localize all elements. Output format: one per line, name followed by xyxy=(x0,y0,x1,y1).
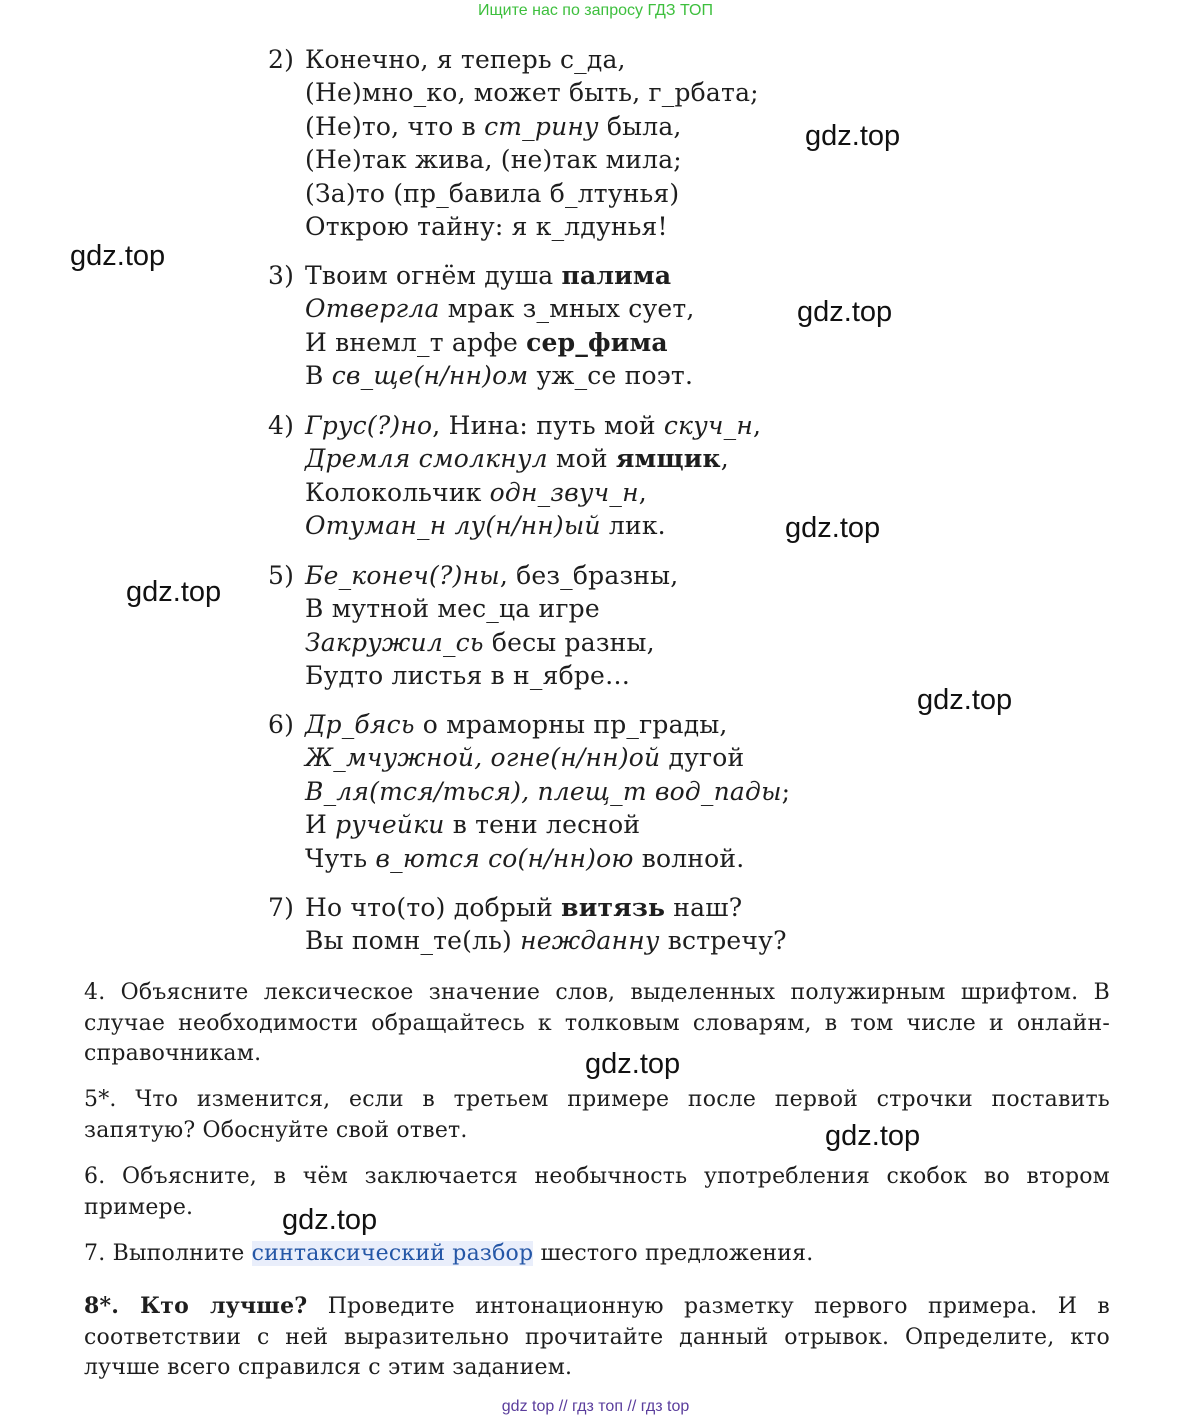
italic-word: Грус(?)но xyxy=(305,411,433,440)
example-number: 4) xyxy=(268,411,295,440)
line-text: , xyxy=(753,411,762,440)
line-text: (Не)так жива, (не)так мила; xyxy=(305,145,682,175)
poem-line xyxy=(268,476,908,509)
task-5: 5*. Что изменится, если в третьем примере после первой строчки поставить запятую? Обоснуйте свой ответ. xyxy=(84,1087,1110,1143)
italic-word: ручейки xyxy=(335,810,445,840)
task-6: 6. Объясните, в чём заключается необычность употребления скобок во втором примере. xyxy=(84,1164,1110,1220)
bold-word: сер_фима xyxy=(526,327,668,357)
italic-word: Др_бясь xyxy=(305,710,415,739)
top-banner[interactable]: Ищите нас по запросу ГДЗ ТОП xyxy=(478,2,713,19)
poem-line xyxy=(268,708,908,741)
line-text: мой xyxy=(547,444,616,474)
italic-word: Дремля смолкнул xyxy=(305,444,548,474)
task-7-text-start: 7. Выполните xyxy=(84,1241,252,1266)
italic-word: В_ля(тся/ться), плещ_т вод_пады xyxy=(305,776,782,806)
watermark: gdz.top xyxy=(805,120,901,152)
line-text: волной. xyxy=(633,843,745,873)
line-text: Колокольчик xyxy=(305,477,490,507)
italic-word: Закружил_сь xyxy=(305,627,484,657)
poem-line xyxy=(268,442,908,475)
task-4: 4. Объясните лексическое значение слов, выделенных полужирным шрифтом. В случае необходимости обращайтесь к толковым словарям, в том числе и онлайн-справочникам. xyxy=(84,980,1110,1066)
italic-word: скуч_н xyxy=(663,411,754,440)
poem-line xyxy=(268,259,908,292)
watermark: gdz.top xyxy=(917,684,1013,716)
poem-line xyxy=(268,775,908,808)
line-text: ; xyxy=(781,776,791,806)
line-text: , xyxy=(720,444,729,474)
watermark: gdz.top xyxy=(825,1120,921,1152)
example-number: 5) xyxy=(268,561,295,590)
line-text: В xyxy=(305,361,332,391)
watermark: gdz.top xyxy=(585,1048,681,1080)
example-number: 3) xyxy=(268,261,295,290)
bold-word: палима xyxy=(561,261,672,290)
task-8-heading: Кто лучше? xyxy=(140,1293,308,1319)
watermark: gdz.top xyxy=(785,512,881,544)
line-text: Вы помн_те(ль) xyxy=(305,926,521,956)
task-7-text-end: шестого предложения. xyxy=(533,1241,814,1266)
poem-line xyxy=(268,210,908,243)
line-text: Но что(то) добрый xyxy=(305,893,562,922)
italic-word: Ж_мчужной, огне(н/нн)ой xyxy=(305,743,661,773)
poem-line xyxy=(268,592,908,625)
line-text: Чуть xyxy=(305,843,376,873)
poem-line xyxy=(268,842,908,875)
poem-line xyxy=(268,43,908,76)
italic-word: ст_рину xyxy=(484,111,599,141)
poem-line xyxy=(268,924,908,957)
watermark: gdz.top xyxy=(282,1204,378,1236)
task-8-text: Проведите интонационную разметку первого примера. И в соответствии с ней выразительно прочитайте данный отрывок. Определите, кто лучше всего справился с этим заданием. xyxy=(84,1294,1110,1380)
italic-word: одн_звуч_н xyxy=(489,477,639,507)
footer-links[interactable]: gdz top // гдз топ // гдз top xyxy=(501,1398,690,1415)
example-6 xyxy=(268,708,908,875)
line-text: в тени лесной xyxy=(444,810,641,840)
poem-line xyxy=(268,326,908,359)
poem-line xyxy=(268,891,908,924)
line-text: , без_бразны, xyxy=(499,561,679,590)
line-text: В мутной мес_ца игре xyxy=(305,594,600,624)
task-7 xyxy=(84,1239,1110,1270)
line-text: И xyxy=(305,810,336,840)
italic-word: Отуман_н лу(н/нн)ый xyxy=(305,511,601,541)
line-text: Будто листья в н_ябре… xyxy=(305,661,631,691)
task-8 xyxy=(84,1291,1110,1384)
line-text: И внемл_т арфе xyxy=(305,327,527,357)
poem-line xyxy=(268,559,908,592)
poem-line xyxy=(268,808,908,841)
line-text: дугой xyxy=(660,743,745,773)
line-text: (Не)мно_ко, может быть, г_рбата; xyxy=(305,78,759,108)
poem-line xyxy=(268,409,908,442)
line-text: , xyxy=(638,477,647,507)
example-number: 2) xyxy=(268,45,295,74)
line-text: наш? xyxy=(665,893,743,922)
watermark: gdz.top xyxy=(797,296,893,328)
line-text: встречу? xyxy=(659,926,787,956)
watermark: gdz.top xyxy=(70,240,166,272)
poem-line xyxy=(268,359,908,392)
italic-word: нежданну xyxy=(520,926,660,956)
example-number: 6) xyxy=(268,710,295,739)
line-text: была, xyxy=(598,111,682,141)
line-text: (За)то (пр_бавила б_лтунья) xyxy=(305,178,680,208)
italic-word: в_ются со(н/нн)ою xyxy=(375,843,634,873)
poem-line xyxy=(268,177,908,210)
line-text: Открою тайну: я к_лдунья! xyxy=(305,212,668,242)
line-text: мрак з_мных сует, xyxy=(439,294,695,324)
example-5 xyxy=(268,559,908,693)
italic-word: Бе_конеч(?)ны xyxy=(305,561,500,590)
poem-line xyxy=(268,626,908,659)
line-text: уж_се поэт. xyxy=(528,361,694,391)
line-text: лик. xyxy=(600,511,666,541)
line-text: (Не)то, что в xyxy=(305,111,485,141)
example-7 xyxy=(268,891,908,958)
poem-line xyxy=(268,741,908,774)
italic-word: св_ще(н/нн)ом xyxy=(331,361,529,391)
line-text: о мраморны пр_грады, xyxy=(414,710,728,739)
line-text: Твоим огнём душа xyxy=(305,261,562,290)
poem-line xyxy=(268,76,908,109)
poem-line xyxy=(268,659,908,692)
example-number: 7) xyxy=(268,893,295,922)
watermark: gdz.top xyxy=(126,576,222,608)
italic-word: Отвергла xyxy=(305,294,440,324)
line-text: , Нина: путь мой xyxy=(432,411,664,440)
task-8-number: 8*. xyxy=(84,1293,141,1319)
bold-word: витязь xyxy=(561,893,666,922)
line-text: Конечно, я теперь с_да, xyxy=(305,45,626,74)
syntax-analysis-link[interactable]: синтаксический разбор xyxy=(251,1241,534,1266)
bold-word: ямщик xyxy=(615,444,721,474)
line-text: бесы разны, xyxy=(483,627,655,657)
